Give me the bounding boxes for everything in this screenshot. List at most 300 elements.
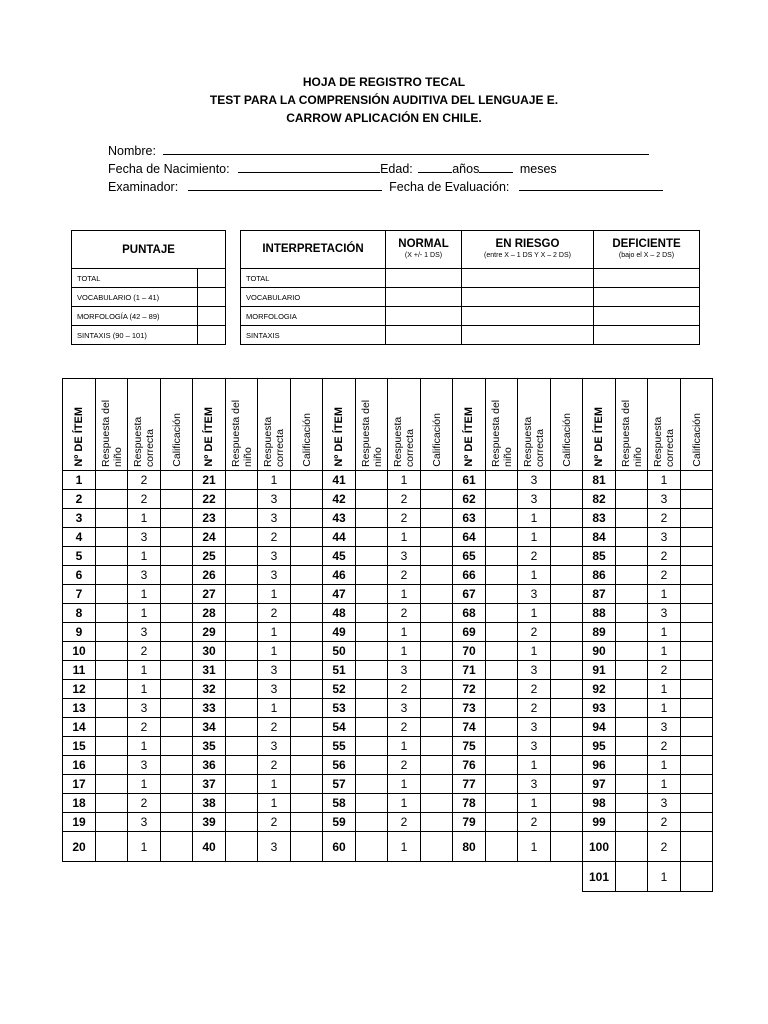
calificacion-cell[interactable] xyxy=(161,509,193,528)
respuesta-nino-cell[interactable] xyxy=(616,661,648,680)
item-number-header-text: Nº DE ÍTEM xyxy=(463,407,475,467)
puntaje-value-cell[interactable] xyxy=(198,326,226,345)
respuesta-nino-cell[interactable] xyxy=(226,680,258,699)
empty-cell xyxy=(258,862,291,892)
item-number: 40 xyxy=(193,832,226,862)
calificacion-cell[interactable] xyxy=(161,661,193,680)
respuesta-nino-cell[interactable] xyxy=(356,566,388,585)
interpretacion-cell[interactable] xyxy=(386,288,462,307)
respuesta-nino-cell[interactable] xyxy=(96,604,128,623)
puntaje-value-cell[interactable] xyxy=(198,269,226,288)
calificacion-cell[interactable] xyxy=(681,737,713,756)
empty-cell xyxy=(486,862,518,892)
respuesta-correcta-value: 2 xyxy=(518,623,551,642)
calificacion-cell[interactable] xyxy=(291,604,323,623)
calificacion-cell[interactable] xyxy=(291,547,323,566)
item-number: 23 xyxy=(193,509,226,528)
interpretacion-table xyxy=(240,230,700,345)
respuesta-nino-cell[interactable] xyxy=(486,794,518,813)
respuesta-nino-cell[interactable] xyxy=(96,756,128,775)
calificacion-cell[interactable] xyxy=(421,509,453,528)
respuesta-correcta-value: 2 xyxy=(518,813,551,832)
calificacion-cell[interactable] xyxy=(421,718,453,737)
respuesta-nino-cell[interactable] xyxy=(226,604,258,623)
respuesta-nino-cell[interactable] xyxy=(226,737,258,756)
respuesta-nino-cell[interactable] xyxy=(96,585,128,604)
calificacion-cell[interactable] xyxy=(161,794,193,813)
respuesta-nino-cell[interactable] xyxy=(486,547,518,566)
calificacion-cell[interactable] xyxy=(551,718,583,737)
calificacion-cell[interactable] xyxy=(161,699,193,718)
respuesta-nino-cell[interactable] xyxy=(356,813,388,832)
interpretacion-cell[interactable] xyxy=(462,307,594,326)
calificacion-cell[interactable] xyxy=(421,566,453,585)
calificacion-cell[interactable] xyxy=(161,490,193,509)
respuesta-nino-cell[interactable] xyxy=(96,737,128,756)
item-number: 3 xyxy=(63,509,96,528)
respuesta-nino-cell[interactable] xyxy=(96,547,128,566)
calificacion-cell[interactable] xyxy=(551,794,583,813)
respuesta-nino-cell[interactable] xyxy=(616,547,648,566)
interpretacion-cell[interactable] xyxy=(594,269,700,288)
respuesta-nino-cell[interactable] xyxy=(96,642,128,661)
item-number: 39 xyxy=(193,813,226,832)
respuesta-correcta-value: 3 xyxy=(518,775,551,794)
respuesta-nino-cell[interactable] xyxy=(226,509,258,528)
interpretacion-cell[interactable] xyxy=(386,269,462,288)
calificacion-cell[interactable] xyxy=(421,547,453,566)
calificacion-cell[interactable] xyxy=(421,680,453,699)
calificacion-cell[interactable] xyxy=(291,756,323,775)
respuesta-nino-cell[interactable] xyxy=(486,756,518,775)
respuesta-correcta-value: 2 xyxy=(258,756,291,775)
respuesta-nino-cell[interactable] xyxy=(96,509,128,528)
interpretacion-cell[interactable] xyxy=(462,326,594,345)
calificacion-cell[interactable] xyxy=(291,623,323,642)
respuesta-nino-cell[interactable] xyxy=(486,775,518,794)
fecha-evaluacion-field[interactable] xyxy=(519,178,663,191)
interpretacion-cell[interactable] xyxy=(386,326,462,345)
calificacion-cell[interactable] xyxy=(421,756,453,775)
respuesta-nino-cell[interactable] xyxy=(486,699,518,718)
respuesta-nino-cell[interactable] xyxy=(486,566,518,585)
interpretacion-row-label: SINTAXIS xyxy=(241,326,386,345)
calificacion-cell[interactable] xyxy=(291,775,323,794)
calificacion-cell[interactable] xyxy=(421,794,453,813)
item-number: 67 xyxy=(453,585,486,604)
respuesta-nino-cell[interactable] xyxy=(486,737,518,756)
respuesta-correcta-value: 2 xyxy=(648,661,681,680)
calificacion-cell[interactable] xyxy=(681,547,713,566)
respuesta-correcta-header xyxy=(258,379,291,471)
respuesta-nino-cell[interactable] xyxy=(486,490,518,509)
respuesta-nino-cell[interactable] xyxy=(226,699,258,718)
respuesta-correcta-value: 3 xyxy=(258,680,291,699)
respuesta-correcta-value: 1 xyxy=(388,832,421,862)
calificacion-cell[interactable] xyxy=(551,604,583,623)
calificacion-cell[interactable] xyxy=(161,547,193,566)
calificacion-header xyxy=(421,379,453,471)
calificacion-cell[interactable] xyxy=(161,528,193,547)
calificacion-cell[interactable] xyxy=(551,528,583,547)
respuesta-nino-cell[interactable] xyxy=(96,490,128,509)
respuesta-nino-cell[interactable] xyxy=(356,623,388,642)
calificacion-cell[interactable] xyxy=(681,623,713,642)
respuesta-nino-cell[interactable] xyxy=(616,813,648,832)
respuesta-nino-cell[interactable] xyxy=(226,661,258,680)
respuesta-nino-cell[interactable] xyxy=(226,585,258,604)
respuesta-nino-cell[interactable] xyxy=(226,775,258,794)
calificacion-cell[interactable] xyxy=(421,623,453,642)
calificacion-cell[interactable] xyxy=(161,832,193,862)
fecha-nacimiento-field[interactable] xyxy=(238,160,380,173)
respuesta-correcta-value: 2 xyxy=(128,718,161,737)
respuesta-correcta-value: 1 xyxy=(518,642,551,661)
calificacion-cell[interactable] xyxy=(421,699,453,718)
respuesta-nino-cell[interactable] xyxy=(96,623,128,642)
edad-anos-field[interactable] xyxy=(418,160,452,173)
respuesta-correcta-value: 1 xyxy=(518,509,551,528)
respuesta-correcta-value: 3 xyxy=(648,604,681,623)
calificacion-cell[interactable] xyxy=(681,862,713,892)
item-number: 38 xyxy=(193,794,226,813)
item-number: 93 xyxy=(583,699,616,718)
calificacion-cell[interactable] xyxy=(161,718,193,737)
calificacion-cell[interactable] xyxy=(551,661,583,680)
calificacion-cell[interactable] xyxy=(681,661,713,680)
calificacion-cell[interactable] xyxy=(551,623,583,642)
item-number: 17 xyxy=(63,775,96,794)
respuesta-correcta-value: 1 xyxy=(648,862,681,892)
respuesta-nino-cell[interactable] xyxy=(226,623,258,642)
calificacion-cell[interactable] xyxy=(551,832,583,862)
respuesta-nino-cell[interactable] xyxy=(96,794,128,813)
respuesta-correcta-value: 3 xyxy=(648,794,681,813)
calificacion-cell[interactable] xyxy=(681,490,713,509)
nombre-field[interactable] xyxy=(163,142,649,155)
calificacion-cell[interactable] xyxy=(161,642,193,661)
item-number: 25 xyxy=(193,547,226,566)
calificacion-cell[interactable] xyxy=(681,585,713,604)
form-title: HOJA DE REGISTRO TECAL xyxy=(302,75,466,89)
item-number: 82 xyxy=(583,490,616,509)
interpretacion-cell[interactable] xyxy=(594,307,700,326)
calificacion-cell[interactable] xyxy=(421,775,453,794)
calificacion-cell[interactable] xyxy=(551,471,583,490)
puntaje-row-label: TOTAL xyxy=(72,269,198,288)
respuesta-nino-cell[interactable] xyxy=(356,585,388,604)
calificacion-cell[interactable] xyxy=(161,737,193,756)
calificacion-cell[interactable] xyxy=(421,813,453,832)
deficiente-label: DEFICIENTE xyxy=(612,238,681,250)
calificacion-header xyxy=(291,379,323,471)
calificacion-cell[interactable] xyxy=(681,832,713,862)
respuesta-nino-cell[interactable] xyxy=(226,528,258,547)
respuesta-correcta-value: 1 xyxy=(128,547,161,566)
respuesta-nino-cell[interactable] xyxy=(486,623,518,642)
calificacion-cell[interactable] xyxy=(551,756,583,775)
item-number: 58 xyxy=(323,794,356,813)
interpretacion-cell[interactable] xyxy=(386,307,462,326)
respuesta-nino-cell[interactable] xyxy=(226,566,258,585)
item-number: 64 xyxy=(453,528,486,547)
respuesta-nino-cell[interactable] xyxy=(96,832,128,862)
respuesta-nino-cell[interactable] xyxy=(96,718,128,737)
respuesta-nino-cell[interactable] xyxy=(486,832,518,862)
calificacion-cell[interactable] xyxy=(161,680,193,699)
respuesta-nino-cell[interactable] xyxy=(96,699,128,718)
calificacion-cell[interactable] xyxy=(161,566,193,585)
nombre-line xyxy=(108,142,649,160)
respuesta-nino-cell[interactable] xyxy=(616,471,648,490)
respuesta-nino-cell[interactable] xyxy=(486,604,518,623)
calificacion-header-text: Calificación xyxy=(170,413,183,467)
calificacion-cell[interactable] xyxy=(681,642,713,661)
calificacion-cell[interactable] xyxy=(681,699,713,718)
respuesta-nino-cell[interactable] xyxy=(226,642,258,661)
calificacion-cell[interactable] xyxy=(681,794,713,813)
respuesta-nino-cell[interactable] xyxy=(616,794,648,813)
calificacion-cell[interactable] xyxy=(681,775,713,794)
respuesta-nino-cell[interactable] xyxy=(356,528,388,547)
calificacion-cell[interactable] xyxy=(161,471,193,490)
respuesta-nino-cell[interactable] xyxy=(226,471,258,490)
examinador-field[interactable] xyxy=(188,178,382,191)
item-number: 47 xyxy=(323,585,356,604)
respuesta-nino-cell[interactable] xyxy=(486,661,518,680)
respuesta-nino-cell[interactable] xyxy=(356,490,388,509)
interpretacion-cell[interactable] xyxy=(462,269,594,288)
calificacion-cell[interactable] xyxy=(421,490,453,509)
respuesta-nino-cell[interactable] xyxy=(616,680,648,699)
respuesta-nino-cell[interactable] xyxy=(96,471,128,490)
respuesta-nino-cell[interactable] xyxy=(356,642,388,661)
item-number: 18 xyxy=(63,794,96,813)
calificacion-cell[interactable] xyxy=(681,566,713,585)
calificacion-cell[interactable] xyxy=(681,756,713,775)
calificacion-cell[interactable] xyxy=(551,585,583,604)
respuesta-correcta-value: 1 xyxy=(518,756,551,775)
respuesta-correcta-value: 1 xyxy=(258,794,291,813)
calificacion-cell[interactable] xyxy=(681,604,713,623)
table-row xyxy=(63,718,713,737)
calificacion-cell[interactable] xyxy=(681,718,713,737)
respuesta-nino-cell[interactable] xyxy=(96,680,128,699)
table-row xyxy=(63,509,713,528)
item-number: 16 xyxy=(63,756,96,775)
respuesta-nino-cell[interactable] xyxy=(616,623,648,642)
calificacion-cell[interactable] xyxy=(291,737,323,756)
respuesta-nino-cell[interactable] xyxy=(356,509,388,528)
interpretacion-cell[interactable] xyxy=(594,288,700,307)
respuesta-correcta-value: 2 xyxy=(648,509,681,528)
respuesta-nino-cell[interactable] xyxy=(616,862,648,892)
respuesta-correcta-value: 3 xyxy=(258,661,291,680)
calificacion-cell[interactable] xyxy=(551,642,583,661)
respuesta-correcta-header-text: Respuesta correcta xyxy=(652,416,676,467)
respuesta-correcta-value: 1 xyxy=(128,661,161,680)
calificacion-cell[interactable] xyxy=(291,699,323,718)
respuesta-correcta-header xyxy=(648,379,681,471)
calificacion-cell[interactable] xyxy=(681,509,713,528)
calificacion-cell[interactable] xyxy=(551,699,583,718)
respuesta-nino-cell[interactable] xyxy=(486,528,518,547)
calificacion-cell[interactable] xyxy=(551,547,583,566)
empty-cell xyxy=(518,862,551,892)
calificacion-cell[interactable] xyxy=(291,661,323,680)
interpretacion-row xyxy=(241,269,700,288)
calificacion-cell[interactable] xyxy=(291,813,323,832)
calificacion-cell[interactable] xyxy=(421,585,453,604)
respuesta-correcta-header xyxy=(388,379,421,471)
respuesta-nino-cell[interactable] xyxy=(356,699,388,718)
calificacion-cell[interactable] xyxy=(291,471,323,490)
respuesta-nino-cell[interactable] xyxy=(96,528,128,547)
calificacion-cell[interactable] xyxy=(421,471,453,490)
calificacion-cell[interactable] xyxy=(291,642,323,661)
respuesta-nino-cell[interactable] xyxy=(226,718,258,737)
calificacion-cell[interactable] xyxy=(421,832,453,862)
respuesta-correcta-header xyxy=(518,379,551,471)
respuesta-correcta-value: 3 xyxy=(128,528,161,547)
respuesta-nino-cell[interactable] xyxy=(616,566,648,585)
respuesta-nino-cell[interactable] xyxy=(486,585,518,604)
respuesta-correcta-header-text: Respuesta correcta xyxy=(132,416,156,467)
calificacion-cell[interactable] xyxy=(161,756,193,775)
puntaje-value-cell[interactable] xyxy=(198,288,226,307)
calificacion-cell[interactable] xyxy=(291,794,323,813)
calificacion-cell[interactable] xyxy=(161,775,193,794)
calificacion-cell[interactable] xyxy=(551,566,583,585)
respuesta-nino-cell[interactable] xyxy=(226,490,258,509)
calificacion-cell[interactable] xyxy=(421,528,453,547)
item-number-header xyxy=(453,379,486,471)
respuesta-nino-cell[interactable] xyxy=(96,775,128,794)
respuesta-nino-cell[interactable] xyxy=(226,832,258,862)
item-number: 84 xyxy=(583,528,616,547)
edad-meses-field[interactable] xyxy=(479,160,513,173)
respuesta-nino-header xyxy=(356,379,388,471)
respuesta-nino-cell[interactable] xyxy=(616,509,648,528)
item-number: 91 xyxy=(583,661,616,680)
calificacion-cell[interactable] xyxy=(681,471,713,490)
calificacion-cell[interactable] xyxy=(681,680,713,699)
calificacion-cell[interactable] xyxy=(551,775,583,794)
respuesta-nino-cell[interactable] xyxy=(356,756,388,775)
respuesta-nino-cell[interactable] xyxy=(486,509,518,528)
calificacion-cell[interactable] xyxy=(291,509,323,528)
item-number: 2 xyxy=(63,490,96,509)
respuesta-nino-cell[interactable] xyxy=(616,604,648,623)
nombre-label: Nombre: xyxy=(108,144,156,158)
calificacion-cell[interactable] xyxy=(551,680,583,699)
respuesta-nino-cell[interactable] xyxy=(356,661,388,680)
respuesta-nino-cell[interactable] xyxy=(96,813,128,832)
respuesta-nino-cell[interactable] xyxy=(356,718,388,737)
calificacion-cell[interactable] xyxy=(421,642,453,661)
item-number: 42 xyxy=(323,490,356,509)
respuesta-nino-cell[interactable] xyxy=(96,661,128,680)
calificacion-header xyxy=(681,379,713,471)
respuesta-nino-cell[interactable] xyxy=(356,737,388,756)
respuesta-correcta-value: 3 xyxy=(128,699,161,718)
calificacion-cell[interactable] xyxy=(681,813,713,832)
respuesta-nino-cell[interactable] xyxy=(226,813,258,832)
respuesta-nino-cell[interactable] xyxy=(356,775,388,794)
calificacion-cell[interactable] xyxy=(291,528,323,547)
respuesta-nino-cell[interactable] xyxy=(486,680,518,699)
respuesta-nino-header-text: Respuesta del niño xyxy=(359,399,384,467)
respuesta-nino-cell[interactable] xyxy=(356,471,388,490)
interpretacion-cell[interactable] xyxy=(594,326,700,345)
respuesta-correcta-value: 2 xyxy=(128,642,161,661)
respuesta-nino-cell[interactable] xyxy=(356,832,388,862)
calificacion-cell[interactable] xyxy=(291,680,323,699)
respuesta-nino-cell[interactable] xyxy=(356,547,388,566)
calificacion-cell[interactable] xyxy=(551,490,583,509)
respuesta-nino-cell[interactable] xyxy=(226,794,258,813)
respuesta-nino-cell[interactable] xyxy=(486,813,518,832)
items-table xyxy=(62,378,713,892)
calificacion-header-text: Calificación xyxy=(300,413,313,467)
respuesta-nino-cell[interactable] xyxy=(616,756,648,775)
respuesta-nino-cell[interactable] xyxy=(486,642,518,661)
calificacion-cell[interactable] xyxy=(421,737,453,756)
calificacion-cell[interactable] xyxy=(421,604,453,623)
calificacion-cell[interactable] xyxy=(291,718,323,737)
calificacion-cell[interactable] xyxy=(291,585,323,604)
calificacion-cell[interactable] xyxy=(291,490,323,509)
calificacion-cell[interactable] xyxy=(161,604,193,623)
calificacion-cell[interactable] xyxy=(291,566,323,585)
respuesta-nino-cell[interactable] xyxy=(616,832,648,862)
respuesta-nino-cell[interactable] xyxy=(486,718,518,737)
calificacion-cell[interactable] xyxy=(161,813,193,832)
respuesta-nino-cell[interactable] xyxy=(616,775,648,794)
respuesta-nino-cell[interactable] xyxy=(616,699,648,718)
item-number: 71 xyxy=(453,661,486,680)
item-number: 54 xyxy=(323,718,356,737)
respuesta-correcta-value: 3 xyxy=(258,832,291,862)
respuesta-nino-cell[interactable] xyxy=(356,680,388,699)
respuesta-correcta-value: 3 xyxy=(518,737,551,756)
respuesta-nino-cell[interactable] xyxy=(486,471,518,490)
respuesta-nino-cell[interactable] xyxy=(616,490,648,509)
interpretacion-row-label: MORFOLOGIA xyxy=(241,307,386,326)
calificacion-cell[interactable] xyxy=(681,528,713,547)
puntaje-value-cell[interactable] xyxy=(198,307,226,326)
respuesta-nino-cell[interactable] xyxy=(616,528,648,547)
calificacion-cell[interactable] xyxy=(551,813,583,832)
respuesta-nino-cell[interactable] xyxy=(356,794,388,813)
respuesta-nino-cell[interactable] xyxy=(616,737,648,756)
respuesta-nino-cell[interactable] xyxy=(356,604,388,623)
respuesta-nino-cell[interactable] xyxy=(616,585,648,604)
calificacion-cell[interactable] xyxy=(551,737,583,756)
calificacion-cell[interactable] xyxy=(291,832,323,862)
respuesta-nino-cell[interactable] xyxy=(96,566,128,585)
calificacion-cell[interactable] xyxy=(161,585,193,604)
calificacion-cell[interactable] xyxy=(161,623,193,642)
interpretacion-cell[interactable] xyxy=(462,288,594,307)
calificacion-cell[interactable] xyxy=(421,661,453,680)
respuesta-nino-cell[interactable] xyxy=(226,756,258,775)
respuesta-nino-cell[interactable] xyxy=(616,718,648,737)
respuesta-nino-cell[interactable] xyxy=(226,547,258,566)
respuesta-correcta-value: 3 xyxy=(258,737,291,756)
calificacion-cell[interactable] xyxy=(551,509,583,528)
respuesta-nino-cell[interactable] xyxy=(616,642,648,661)
